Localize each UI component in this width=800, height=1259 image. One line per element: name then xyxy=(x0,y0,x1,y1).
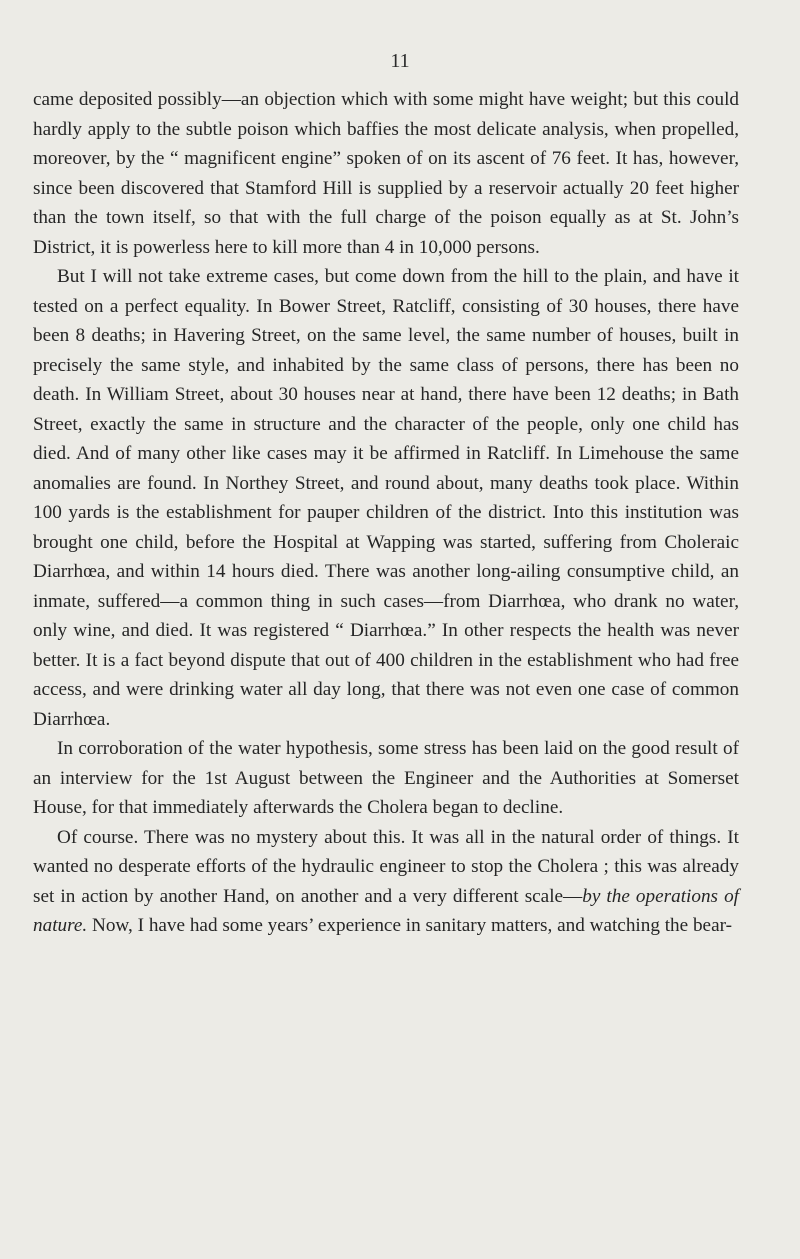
paragraph-1 xyxy=(33,85,739,262)
paragraph-2 xyxy=(33,262,739,734)
body-text xyxy=(33,85,739,941)
paragraph-3-text: In corroboration of the water hypothesis, some stress has been laid on the good result of an interview for the 1st August between the Engineer and the Authorities at Somerset House, for that immediately afterwards the Cholera began to decline. xyxy=(33,738,739,818)
paragraph-4-text: Of course. There was no mystery about this. It was all in the natural order of things. It wanted no desperate efforts of the hydraulic engineer to stop the Cholera ; this was already set in action by another Hand, on another and a very different scale— xyxy=(33,826,739,907)
paragraph-2-text: But I will not take extreme cases, but come down from the hill to the plain, and have it tested on a perfect equality. In Bower Street, Ratcliff, consisting of 30 houses, there have been 8 deaths; in Havering Street, on the same level, the same number of houses, built in precisely the same style, and inhabited by the same class of persons, there has been no death. In William Street, about 30 houses near at hand, there have been 12 deaths; in Bath Street, exactly the same in structure and the character of the people, only one child has died. And of many other like cases may it be affirmed in Ratcliff. In Limehouse the same anomalies are found. In Northey Street, and round about, many deaths took place. Within 100 yards is the establishment for pauper children of the district. Into this institution was brought one child, before the Hospital at Wapping was started, suffering from Choleraic Diarrhœa, and within 14 hours died. There was another long-ailing consumptive child, an inmate, suffered—a common thing in such cases—from Diarrhœa, who drank no water, only wine, and died. It was registered “ Diarrhœa.” In other respects the health was never better. It is a fact beyond dispute that out of 400 children in the establishment who had free access, and were drinking water all day long, that there was not even one case of common Diarrhœa. xyxy=(33,266,739,730)
paragraph-3 xyxy=(33,734,739,823)
paragraph-4-italic: by the operations of nature. xyxy=(33,885,739,936)
paragraph-1-text: came deposited possibly—an objection which with some might have weight; but this could hardly apply to the subtle poison which baffies the most delicate analysis, when propelled, moreover, by the “ magnificent engine” spoken of on its ascent of 76 feet. It has, however, since been discovered that Stamford Hill is supplied by a reservoir actually 20 feet higher than the town itself, so that with the full charge of the poison equally as at St. John’s District, it is powerless here to kill more than 4 in 10,000 persons. xyxy=(33,89,739,258)
paragraph-4 xyxy=(33,823,739,941)
page-number: 11 xyxy=(390,50,410,72)
paragraph-4-tail: Now, I have had some years’ experience in sanitary matters, and watching the bear- xyxy=(87,915,732,936)
